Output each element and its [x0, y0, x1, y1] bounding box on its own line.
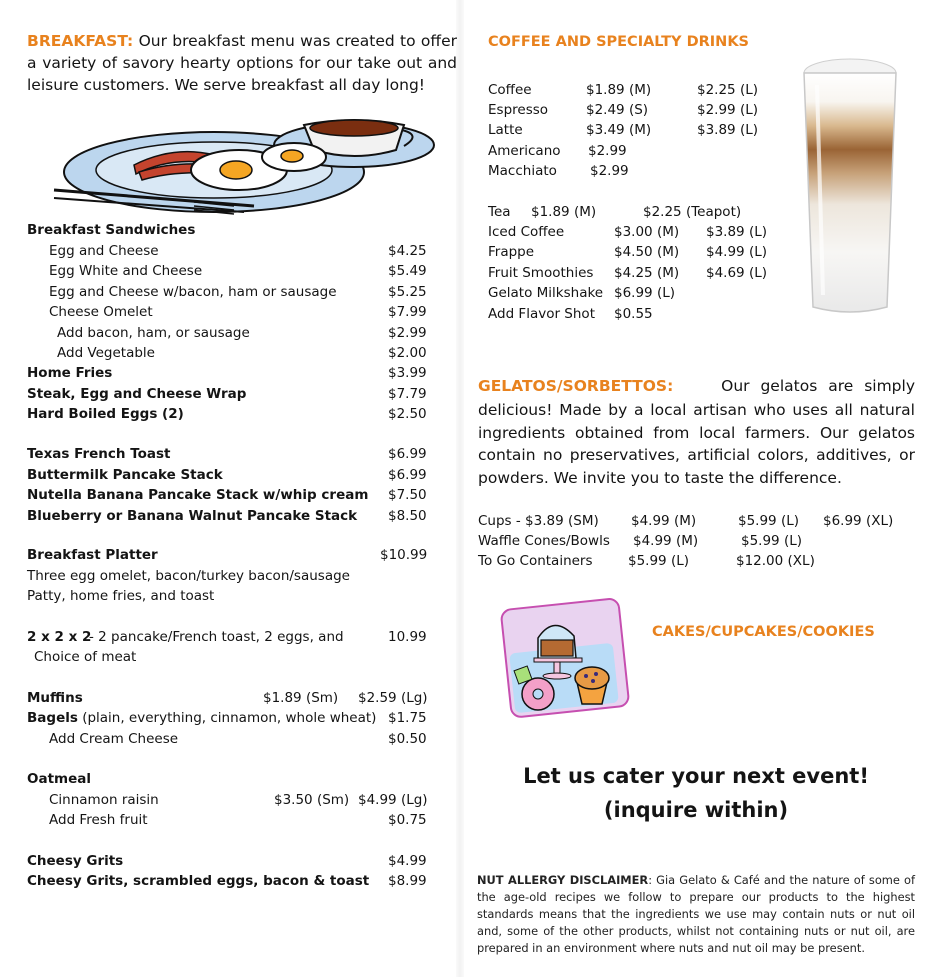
gelato-cones-name: Waffle Cones/Bowls — [478, 533, 610, 549]
menu-item-price: $5.49 — [388, 263, 427, 279]
menu-item-price: $4.99 — [388, 853, 427, 869]
drink-price-1: $2.49 (S) — [586, 102, 649, 118]
cream-cheese-name: Add Cream Cheese — [49, 731, 179, 747]
drink-name: Frappe — [488, 244, 535, 260]
menu-item-price: $6.99 — [388, 446, 427, 462]
gelato-togo-name: To Go Containers — [478, 553, 593, 569]
coffee-heading: COFFEE AND SPECIALTY DRINKS — [488, 34, 749, 50]
latte-glass-illustration — [795, 45, 905, 320]
menu-item-price: $5.25 — [388, 284, 427, 300]
drink-name: Latte — [488, 122, 523, 138]
cakes-heading: CAKES/CUPCAKES/COOKIES — [652, 624, 875, 640]
bagels-name: Bagels — [27, 710, 78, 726]
gelato-heading: GELATOS/SORBETTOS: — [478, 377, 674, 395]
bakery-clipart-illustration — [496, 596, 631, 721]
menu-item-price: $7.99 — [388, 304, 427, 320]
drink-price-2: $4.69 (L) — [706, 265, 767, 281]
menu-item-name: Cheesy Grits, scrambled eggs, bacon & toast — [27, 873, 370, 889]
menu-item-name: Steak, Egg and Cheese Wrap — [27, 386, 247, 402]
two-by-price: 10.99 — [388, 629, 427, 645]
drink-price-2: $2.25 (Teapot) — [643, 204, 742, 220]
gelato-cups-l: $5.99 (L) — [738, 513, 799, 529]
menu-item-price: $8.99 — [388, 873, 427, 889]
drink-name: Americano — [488, 143, 561, 159]
breakfast-heading: BREAKFAST: — [27, 32, 134, 50]
breakfast-plate-illustration — [24, 110, 444, 220]
menu-item-name: Cheese Omelet — [49, 304, 153, 320]
platter-desc: Three egg omelet, bacon/turkey bacon/sausage — [27, 568, 350, 584]
cater-line1: Let us cater your next event! — [523, 764, 869, 788]
two-by-title: 2 x 2 x 2 — [27, 629, 92, 645]
muffins-price-lg: $2.59 (Lg) — [358, 690, 428, 706]
drink-price-1: $4.50 (M) — [614, 244, 680, 260]
gelato-cones-l: $5.99 (L) — [741, 533, 802, 549]
cater-line2: (inquire within) — [603, 798, 789, 822]
platter-desc: Patty, home fries, and toast — [27, 588, 215, 604]
menu-item-name: Add bacon, ham, or sausage — [57, 325, 250, 341]
menu-item-price: $3.99 — [388, 365, 427, 381]
drink-price-2: $3.89 (L) — [706, 224, 767, 240]
platter-title: Breakfast Platter — [27, 547, 158, 563]
oatmeal-fruit-price: $0.75 — [388, 812, 427, 828]
drink-name: Espresso — [488, 102, 549, 118]
drink-price-1: $2.99 — [590, 163, 629, 179]
drink-price-1: $6.99 (L) — [614, 285, 675, 301]
disclaimer-label: NUT ALLERGY DISCLAIMER — [477, 873, 649, 887]
nut-allergy-disclaimer — [477, 872, 915, 957]
drink-price-1: $0.55 — [614, 306, 653, 322]
oatmeal-cinnamon: Cinnamon raisin — [49, 792, 159, 808]
breakfast-intro — [27, 30, 457, 96]
oatmeal-cinnamon-lg: $4.99 (Lg) — [358, 792, 428, 808]
menu-item-price: $7.79 — [388, 386, 427, 402]
menu-item-name: Egg and Cheese — [49, 243, 159, 259]
gelato-line1: Our gelatos are simply — [721, 377, 915, 395]
disclaimer-text: : Gia Gelato & Café and the nature of some of the age-old recipes we follow to prepare our products to the highest standards means that the ingredients we use may contain nuts or nut oil and, some of the other products, whilst not containing nuts or nut oil, are prepared in an environment where nuts and nut oil may be present. — [477, 873, 915, 955]
menu-item-name: Nutella Banana Pancake Stack w/whip cream — [27, 487, 369, 503]
menu-item-price: $8.50 — [388, 508, 427, 524]
gelato-body: delicious! Made by a local artisan who uses all natural ingredients obtained from local farmers. Our gelatos contain no preservatives, artificial colors, additives, or powders. We invite you to taste the difference. — [478, 401, 915, 487]
muffins-price-sm: $1.89 (Sm) — [263, 690, 339, 706]
gelato-cups-m: $4.99 (M) — [631, 513, 697, 529]
menu-item-price: $7.50 — [388, 487, 427, 503]
oatmeal-fruit: Add Fresh fruit — [49, 812, 148, 828]
gelato-first-line — [478, 377, 915, 395]
bagels-row — [27, 710, 376, 726]
gelato-cones-m: $4.99 (M) — [633, 533, 699, 549]
drink-name: Tea — [488, 204, 511, 220]
menu-item-name: Home Fries — [27, 365, 113, 381]
two-by-desc: Choice of meat — [34, 649, 137, 665]
menu-item-name: Egg and Cheese w/bacon, ham or sausage — [49, 284, 337, 300]
oatmeal-title: Oatmeal — [27, 771, 91, 787]
gelato-togo-l: $5.99 (L) — [628, 553, 689, 569]
menu-item-name: Buttermilk Pancake Stack — [27, 467, 223, 483]
menu-item-name: Egg White and Cheese — [49, 263, 203, 279]
drink-price-2: $4.99 (L) — [706, 244, 767, 260]
menu-item-name: Hard Boiled Eggs (2) — [27, 406, 184, 422]
drink-price-2: $3.89 (L) — [697, 122, 758, 138]
cream-cheese-price: $0.50 — [388, 731, 427, 747]
menu-item-name: Cheesy Grits — [27, 853, 124, 869]
drink-price-1: $1.89 (M) — [531, 204, 597, 220]
section-title-breakfast-sandwiches: Breakfast Sandwiches — [27, 222, 196, 238]
drink-price-1: $3.00 (M) — [614, 224, 680, 240]
drink-price-1: $3.49 (M) — [586, 122, 652, 138]
drink-name: Iced Coffee — [488, 224, 565, 240]
drink-name: Gelato Milkshake — [488, 285, 604, 301]
menu-item-price: $6.99 — [388, 467, 427, 483]
drink-price-2: $2.25 (L) — [697, 82, 758, 98]
drink-price-1: $2.99 — [588, 143, 627, 159]
drink-price-2: $2.99 (L) — [697, 102, 758, 118]
drink-price-1: $1.89 (M) — [586, 82, 652, 98]
drink-name: Coffee — [488, 82, 532, 98]
menu-item-price: $2.99 — [388, 325, 427, 341]
menu-item-name: Blueberry or Banana Walnut Pancake Stack — [27, 508, 358, 524]
drink-name: Add Flavor Shot — [488, 306, 595, 322]
menu-item-name: Texas French Toast — [27, 446, 171, 462]
drink-name: Fruit Smoothies — [488, 265, 594, 281]
gelato-cups-name: Cups - $3.89 (SM) — [478, 513, 599, 529]
drink-price-1: $4.25 (M) — [614, 265, 680, 281]
two-by-desc: - 2 pancake/French toast, 2 eggs, and — [89, 629, 344, 645]
menu-item-price: $2.00 — [388, 345, 427, 361]
menu-item-name: Add Vegetable — [57, 345, 155, 361]
breakfast-intro-text: Our breakfast menu was created to offer a variety of savory hearty options for our take out and leisure customers. We serve breakfast all day long! — [27, 32, 457, 94]
gelato-togo-xl: $12.00 (XL) — [736, 553, 815, 569]
oatmeal-cinnamon-sm: $3.50 (Sm) — [274, 792, 350, 808]
page-fold — [456, 0, 464, 977]
menu-item-price: $2.50 — [388, 406, 427, 422]
bagels-desc: (plain, everything, cinnamon, whole wheat) — [82, 710, 377, 726]
bagels-price: $1.75 — [388, 710, 427, 726]
muffins-name: Muffins — [27, 690, 83, 706]
menu-item-price: $4.25 — [388, 243, 427, 259]
platter-price: $10.99 — [380, 547, 428, 563]
gelato-cups-xl: $6.99 (XL) — [823, 513, 894, 529]
drink-name: Macchiato — [488, 163, 557, 179]
